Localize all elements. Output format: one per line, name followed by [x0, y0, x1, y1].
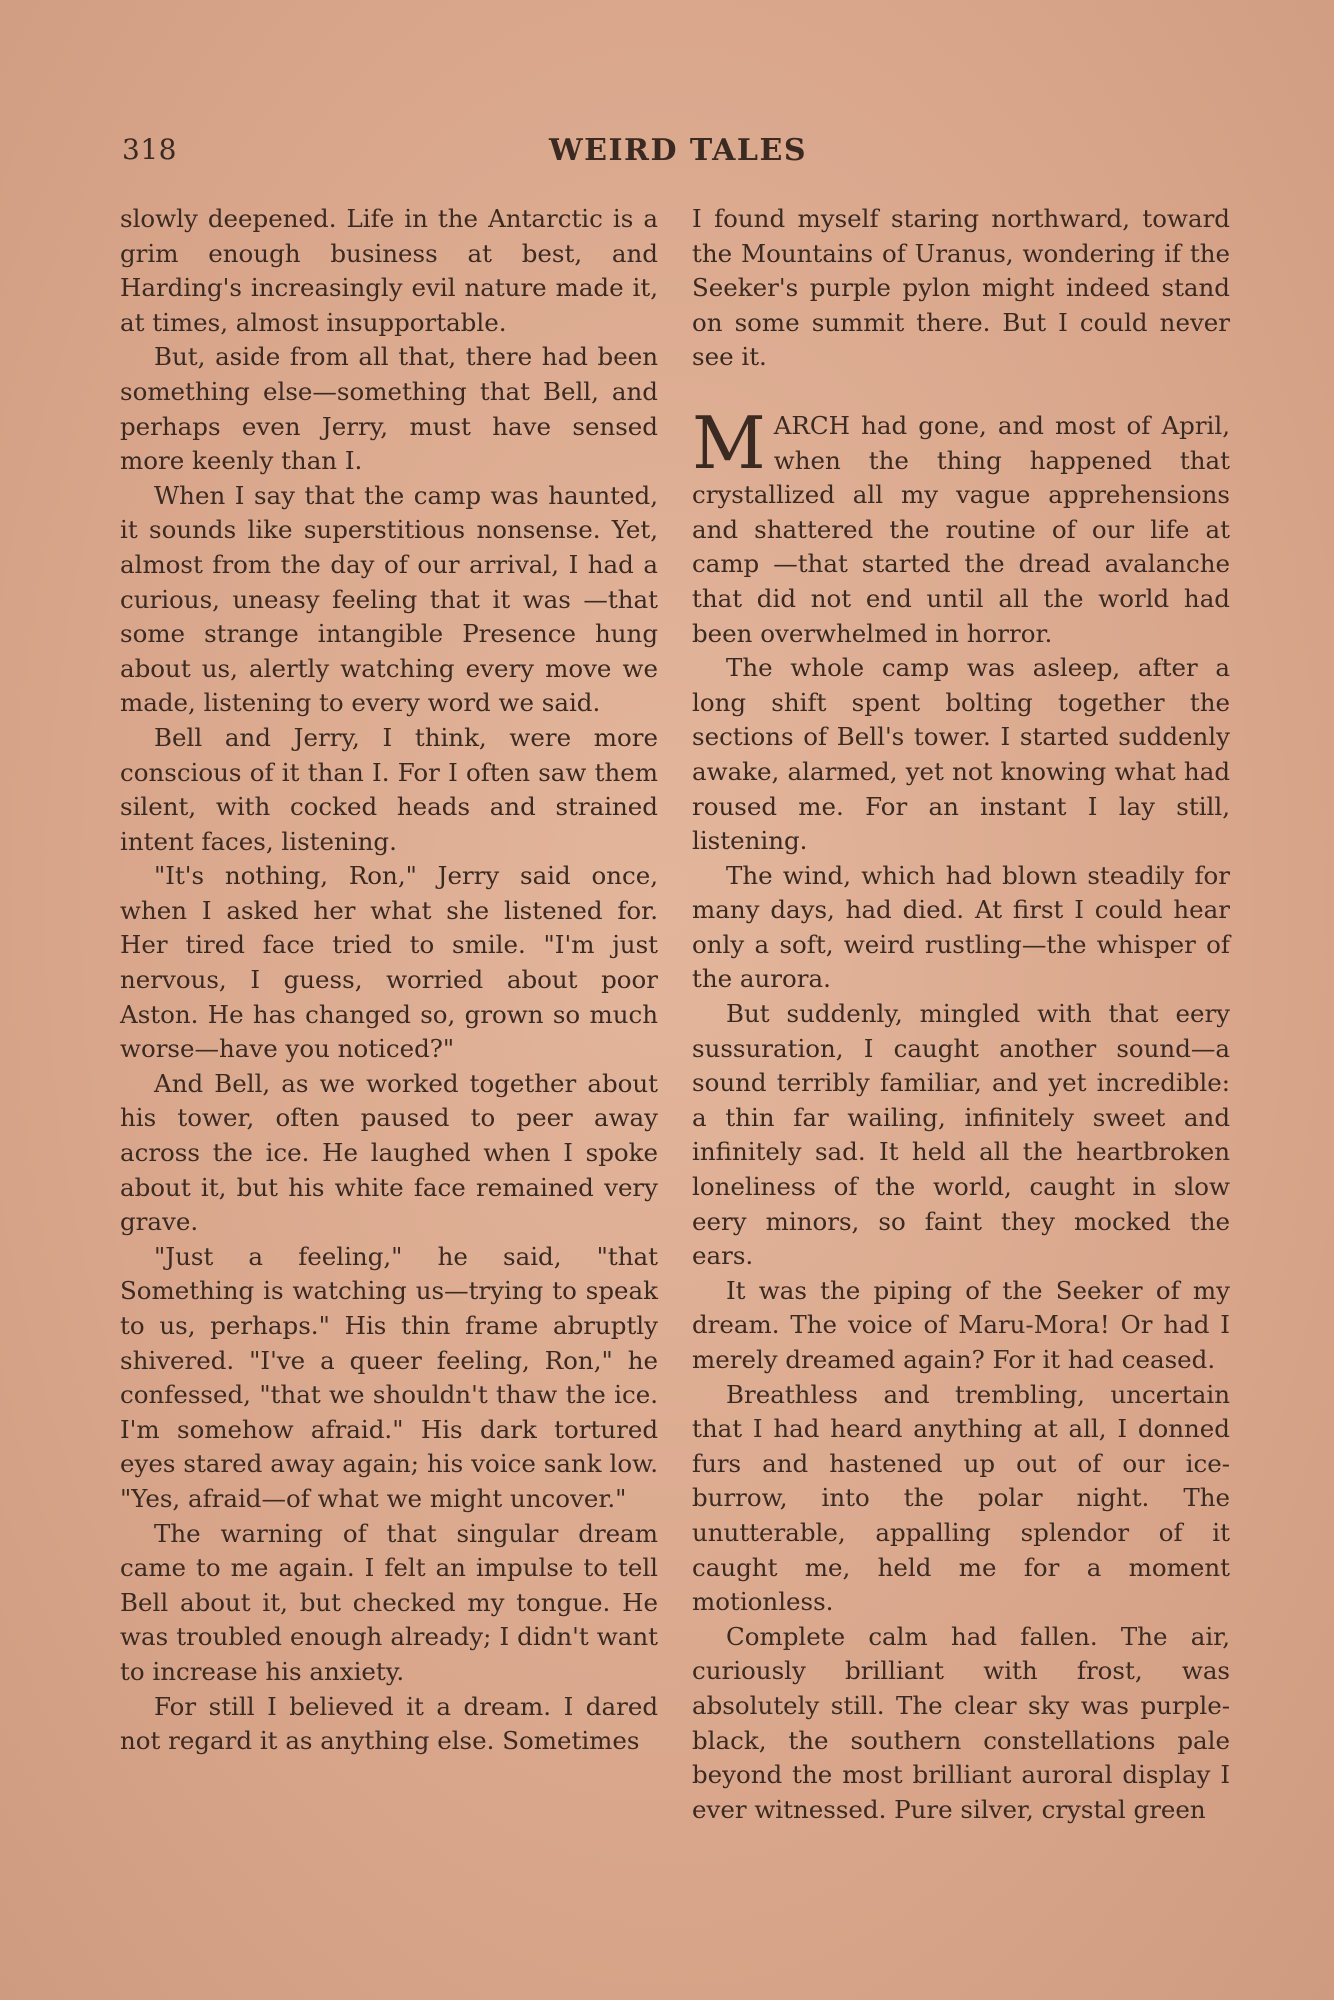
- drop-cap: M: [692, 400, 766, 485]
- paragraph: Bell and Jerry, I think, were more conscious of it than I. For I often saw them silent, with cocked heads and strained intent faces, listening.: [120, 722, 658, 856]
- paragraph: I found myself staring northward, toward the Mountains of Uranus, wondering if the Seeker's purple pylon might indeed stand on some summit there. But I could never see it.: [692, 204, 1230, 372]
- small-caps-lead: ARCH: [773, 410, 850, 440]
- page-header: [122, 133, 1234, 173]
- paragraph: And Bell, as we worked together about his tower, often paused to peer away across the ice. He laughed when I spoke about it, but his white face remained very grave.: [120, 1068, 658, 1237]
- paragraph: It was the piping of the Seeker of my dream. The voice of Maru-Mora! Or had I merely dreamed again? For it had ceased.: [692, 1275, 1230, 1374]
- running-head: WEIRD TALES: [548, 133, 808, 168]
- left-column: [120, 202, 658, 1759]
- section-text: had gone, and most of April, when the thing happened that crystallized all my vague apprehensions and shattered the routine of our life at camp —that started the dread avalanche that did not end until all the world had been overwhelmed in horror.: [692, 410, 1230, 648]
- right-column: [692, 202, 1230, 1827]
- page-number: 318: [122, 133, 177, 166]
- paragraph: Complete calm had fallen. The air, curiously brilliant with frost, was absolutely still. The clear sky was purple-black, the southern constellations pale beyond the most brilliant auroral display I ever witnessed. Pure silver, crystal green: [692, 1621, 1230, 1824]
- paragraph: slowly deepened. Life in the Antarctic is a grim enough business at best, and Harding's increasingly evil nature made it, at times, almost insupportable.: [120, 204, 658, 337]
- paragraph: The warning of that singular dream came to me again. I felt an impulse to tell Bell about it, but checked my tongue. He was troubled enough already; I didn't want to increase his anxiety.: [120, 1518, 658, 1686]
- paragraph: When I say that the camp was haunted, it sounds like superstitious nonsense. Yet, almost from the day of our arrival, I had a curious, uneasy feeling that it was —that some strange intangible Presence hung about us, alertly watching every move we made, listening to every word we said.: [120, 480, 658, 718]
- paragraph: But, aside from all that, there had been something else—something that Bell, and perhaps even Jerry, must have sensed more keenly than I.: [120, 342, 658, 476]
- paragraph: But suddenly, mingled with that eery sussuration, I caught another sound—a sound terribly familiar, and yet incredible: a thin far wailing, infinitely sweet and infinitely sad. It held all the heartbroken loneliness of the world, caught in slow eery minors, so faint they mocked the ears.: [692, 999, 1230, 1271]
- paragraph: For still I believed it a dream. I dared not regard it as anything else. Sometimes: [120, 1691, 658, 1756]
- paragraph: "Just a feeling," he said, "that Something is watching us—trying to speak to us, perhaps." His thin frame abruptly shivered. "I've a queer feeling, Ron," he confessed, "that we shouldn't thaw the ice. I'm somehow afraid." His dark tortured eyes stared away again; his voice sank low. "Yes, afraid—of what we might uncover.": [120, 1241, 658, 1513]
- paragraph: The whole camp was asleep, after a long shift spent bolting together the sections of Bell's tower. I started suddenly awake, alarmed, yet not knowing what had roused me. For an instant I lay still, listening.: [692, 653, 1230, 856]
- paragraph: "It's nothing, Ron," Jerry said once, when I asked her what she listened for. Her tired face tried to smile. "I'm just nervous, I guess, worried about poor Aston. He has changed so, grown so much worse—have you noticed?": [120, 861, 658, 1064]
- paragraph: The wind, which had blown steadily for many days, had died. At first I could hear only a soft, weird rustling—the whisper of the aurora.: [692, 860, 1230, 994]
- section-opening-paragraph: [692, 400, 1230, 651]
- paragraph: Breathless and trembling, uncertain that I had heard anything at all, I donned furs and hastened up out of our ice-burrow, into the polar night. The unutterable, appalling splendor of it caught me, held me for a moment motionless.: [692, 1379, 1230, 1617]
